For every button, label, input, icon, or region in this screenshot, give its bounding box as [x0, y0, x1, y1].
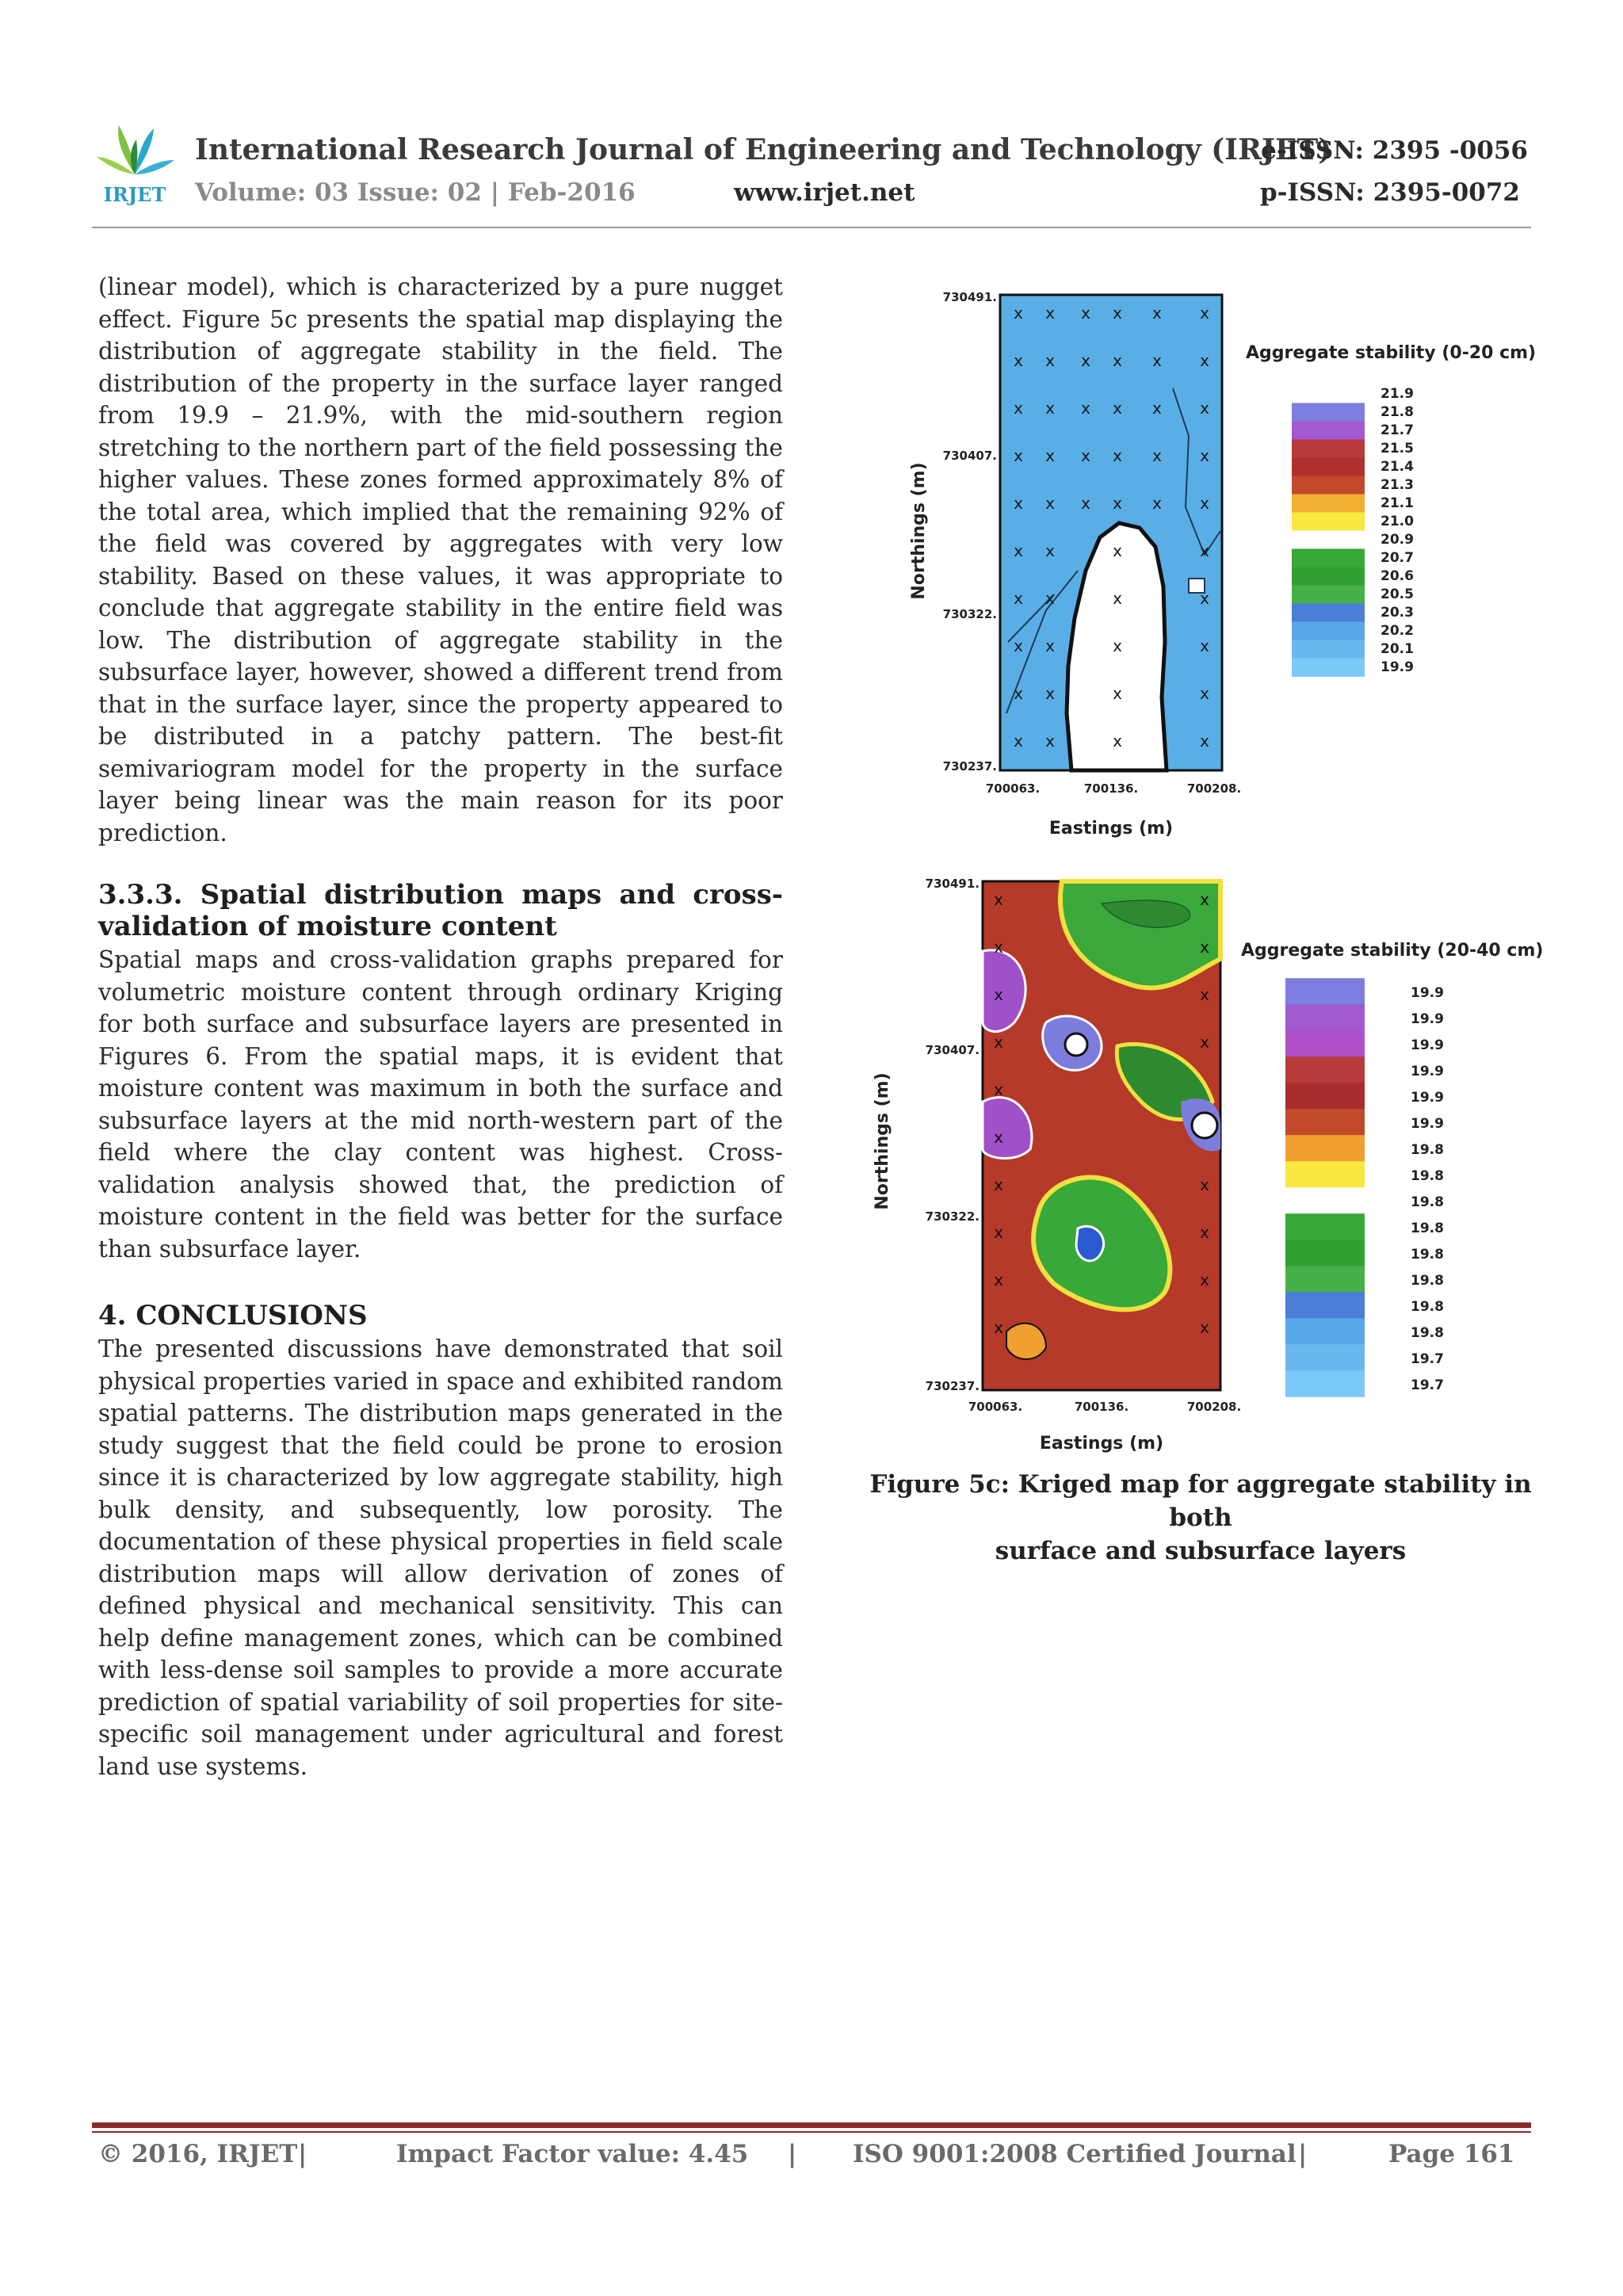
legend-swatch	[1285, 1370, 1365, 1397]
svg-text:x: x	[1081, 304, 1090, 323]
svg-text:x: x	[994, 985, 1003, 1004]
svg-text:x: x	[1045, 494, 1055, 513]
y-tick-2: 730407.	[942, 449, 997, 463]
legend-swatch	[1285, 1318, 1365, 1345]
svg-text:x: x	[1200, 1033, 1209, 1052]
svg-text:x: x	[1081, 351, 1090, 370]
svg-text:x: x	[1200, 1270, 1209, 1289]
legend-value: 21.9	[1381, 386, 1414, 402]
footer-separator: |	[298, 2140, 307, 2168]
svg-text:x: x	[1113, 684, 1122, 703]
body-column	[98, 271, 783, 1782]
svg-text:x: x	[1200, 589, 1209, 608]
legend-value: 20.9	[1381, 532, 1414, 548]
legend-value: 20.3	[1381, 605, 1414, 621]
footer-copyright: © 2016, IRJET	[98, 2140, 298, 2168]
section-heading-conclusions: 4. CONCLUSIONS	[98, 1300, 368, 1331]
svg-text:x: x	[1045, 636, 1055, 655]
legend-value: 21.1	[1381, 495, 1414, 511]
legend-swatch	[1292, 494, 1365, 513]
svg-text:x: x	[994, 1175, 1003, 1194]
legend-swatch	[1285, 1083, 1365, 1110]
footer-separator: |	[788, 2140, 797, 2168]
svg-text:x: x	[1200, 732, 1209, 751]
legend-swatch	[1292, 548, 1365, 567]
svg-text:x: x	[1014, 446, 1023, 465]
y-tick-3: 730322.	[942, 607, 997, 621]
kriged-map-surface	[888, 269, 1561, 848]
svg-text:x: x	[1152, 304, 1162, 323]
legend-value: 21.8	[1381, 404, 1414, 420]
svg-text:x: x	[1113, 732, 1122, 751]
svg-text:x: x	[994, 1223, 1003, 1242]
legend-swatch	[1292, 384, 1365, 403]
legend-swatch	[1285, 1344, 1365, 1371]
legend-swatch	[1292, 585, 1365, 604]
x-tick-1: 700063.	[985, 781, 1041, 796]
legend-value: 20.6	[1381, 568, 1414, 584]
svg-text:x: x	[1045, 589, 1055, 608]
svg-text:x: x	[1200, 399, 1209, 418]
legend-value: 19.8	[1411, 1168, 1444, 1184]
legend-value: 19.7	[1411, 1351, 1444, 1367]
legend-value: 20.1	[1381, 641, 1414, 657]
legend-value: 19.9	[1411, 1064, 1444, 1079]
p-issn: p-ISSN: 2395-0072	[1259, 178, 1520, 207]
footer-separator: |	[1298, 2140, 1308, 2168]
y-axis-label: Northings (m)	[909, 462, 929, 600]
legend-value: 19.9	[1411, 985, 1444, 1001]
legend-title: Aggregate stability (0-20 cm)	[1246, 343, 1537, 363]
caption-line-1: Figure 5c: Kriged map for aggregate stability in both	[869, 1470, 1532, 1532]
svg-text:x: x	[1200, 1175, 1209, 1194]
svg-text:x: x	[1200, 351, 1209, 370]
svg-text:x: x	[1045, 446, 1055, 465]
svg-text:x: x	[1014, 732, 1023, 751]
legend-value: 19.9	[1381, 659, 1414, 675]
legend-swatch	[1292, 530, 1365, 549]
section-heading-3-3-3-cont: validation of moisture content	[98, 911, 557, 942]
svg-text:x: x	[1113, 446, 1122, 465]
svg-text:x: x	[1152, 399, 1162, 418]
x-tick-3: 700208.	[1186, 781, 1242, 796]
legend-swatch	[1292, 640, 1365, 659]
legend-swatch	[1292, 567, 1365, 586]
paragraph-aggregate-stability: (linear model), which is characterized by a pure nugget effect. Figure 5c presents the spatial map displaying the distribution of aggregate stability in the field. The distribution of the property in the surface layer ranged from 19.9 – 21.9%, with the mid-southern region stretching to the northern part of the field possessing the higher values. These zones formed approximately 8% of the total area, which implied that the remaining 92% of the field was covered by aggregates with very low stability. Based on these values, it was appropriate to conclude that aggregate stability in the entire field was low. The distribution of aggregate stability in the subsurface layer, however, showed a different trend from that in the surface layer, since the property appeared to be distributed in a patchy pattern. The best-fit semivariogram model for the property in the surface layer being linear was the main reason for its poor prediction.	[98, 273, 783, 846]
svg-text:x: x	[1113, 636, 1122, 655]
y-tick-4: 730237.	[925, 1379, 980, 1393]
y-tick-3: 730322.	[925, 1209, 980, 1224]
legend-value: 19.9	[1411, 1116, 1444, 1132]
svg-text:x: x	[1045, 399, 1055, 418]
svg-text:x: x	[1113, 304, 1122, 323]
footer-page-number: Page 161	[1388, 2140, 1515, 2168]
legend-value: 19.7	[1411, 1377, 1444, 1393]
svg-text:x: x	[1014, 399, 1023, 418]
journal-website: www.irjet.net	[734, 178, 915, 207]
legend-value: 21.3	[1381, 477, 1414, 493]
legend-title: Aggregate stability (20-40 cm)	[1241, 941, 1544, 961]
legend-value: 21.7	[1381, 422, 1414, 438]
x-axis-label: Eastings (m)	[1039, 1434, 1164, 1454]
svg-text:x: x	[994, 1033, 1003, 1052]
legend-swatch	[1292, 476, 1365, 495]
map-surface-plot	[1000, 295, 1222, 770]
svg-text:x: x	[1113, 589, 1122, 608]
journal-title: International Research Journal of Engineering and Technology (IRJET)	[195, 133, 1332, 166]
svg-text:x: x	[1014, 304, 1023, 323]
legend	[1292, 384, 1414, 677]
figure-caption	[840, 1468, 1561, 1568]
svg-text:x: x	[1014, 684, 1023, 703]
svg-text:x: x	[1045, 541, 1055, 560]
svg-text:x: x	[1200, 636, 1209, 655]
x-axis-label: Eastings (m)	[1048, 819, 1174, 839]
legend-swatch	[1292, 512, 1365, 531]
svg-text:x: x	[1113, 399, 1122, 418]
legend-swatch	[1285, 1004, 1365, 1031]
paragraph-moisture-content: Spatial maps and cross-validation graphs prepared for volumetric moisture content through ordinary Kriging for both surface and subsurface layers are presented in Figures 6. From the spatial maps, it is evident that moisture content was maximum in both the surface and subsurface layers at the mid north-western part of the field where the clay content was highest. Cross-validation analysis showed that, the prediction of moisture content in the field was better for the surface than subsurface layer.	[98, 946, 783, 1263]
legend-swatch	[1285, 1266, 1365, 1293]
legend-swatch	[1285, 1109, 1365, 1136]
legend-swatch	[1285, 1213, 1365, 1240]
svg-text:x: x	[1081, 399, 1090, 418]
legend-swatch	[1292, 457, 1365, 476]
legend-swatch	[1292, 421, 1365, 440]
legend-value: 20.5	[1381, 586, 1414, 602]
legend-value: 20.7	[1381, 550, 1414, 566]
svg-text:x: x	[994, 1318, 1003, 1337]
legend-swatch	[1285, 978, 1365, 1005]
e-issn: e-ISSN: 2395 -0056	[1261, 136, 1528, 165]
legend-value: 19.9	[1411, 1037, 1444, 1053]
x-tick-2: 700136.	[1074, 1400, 1129, 1414]
svg-text:x: x	[1014, 351, 1023, 370]
legend-value: 19.9	[1411, 1090, 1444, 1106]
svg-text:x: x	[1152, 446, 1162, 465]
legend-value: 21.5	[1381, 441, 1414, 457]
legend-swatch	[1285, 1135, 1365, 1162]
legend-swatch	[1285, 1187, 1365, 1214]
legend	[1285, 978, 1444, 1397]
legend-value: 19.8	[1411, 1299, 1444, 1315]
svg-text:x: x	[1152, 494, 1162, 513]
y-tick-1: 730491.	[925, 877, 980, 891]
svg-text:x: x	[994, 1128, 1003, 1147]
y-axis-label: Northings (m)	[873, 1072, 892, 1210]
logo-leaves-icon	[97, 125, 174, 174]
svg-text:x: x	[1045, 304, 1055, 323]
legend-value: 19.9	[1411, 1011, 1444, 1027]
section-heading-3-3-3: 3.3.3. Spatial distribution maps and cross-	[98, 879, 783, 911]
svg-text:x: x	[1113, 351, 1122, 370]
svg-text:x: x	[994, 890, 1003, 909]
svg-text:x: x	[1014, 636, 1023, 655]
svg-text:x: x	[1200, 541, 1209, 560]
svg-text:x: x	[1014, 589, 1023, 608]
legend-swatch	[1292, 658, 1365, 677]
y-tick-1: 730491.	[942, 290, 997, 304]
caption-line-2: surface and subsurface layers	[995, 1537, 1407, 1565]
legend-swatch	[1292, 439, 1365, 458]
legend-swatch	[1285, 1030, 1365, 1057]
header-divider	[92, 227, 1531, 228]
svg-text:x: x	[1200, 1223, 1209, 1242]
kriged-map-subsurface	[864, 864, 1561, 1466]
legend-swatch	[1285, 1161, 1365, 1188]
svg-text:x: x	[1200, 890, 1209, 909]
svg-text:x: x	[994, 1270, 1003, 1289]
svg-text:x: x	[1113, 494, 1122, 513]
legend-value: 20.2	[1381, 623, 1414, 639]
y-tick-4: 730237.	[942, 759, 997, 774]
svg-text:x: x	[1200, 938, 1209, 957]
legend-value: 19.8	[1411, 1221, 1444, 1236]
svg-text:x: x	[1081, 494, 1090, 513]
legend-value: 21.0	[1381, 514, 1414, 529]
legend-value: 19.8	[1411, 1247, 1444, 1263]
x-tick-3: 700208.	[1186, 1400, 1242, 1414]
svg-text:x: x	[1014, 541, 1023, 560]
svg-text:x: x	[1014, 494, 1023, 513]
logo-text: IRJET	[103, 183, 166, 206]
y-tick-2: 730407.	[925, 1043, 980, 1057]
svg-text:x: x	[1200, 1318, 1209, 1337]
x-tick-2: 700136.	[1083, 781, 1139, 796]
footer-divider-thin	[92, 2131, 1531, 2133]
svg-text:x: x	[1200, 304, 1209, 323]
legend-value: 21.4	[1381, 459, 1414, 475]
footer-impact-factor: Impact Factor value: 4.45	[396, 2140, 749, 2168]
legend-swatch	[1292, 621, 1365, 640]
legend-swatch	[1285, 1056, 1365, 1083]
footer-iso: ISO 9001:2008 Certified Journal	[853, 2140, 1296, 2168]
svg-text:x: x	[1045, 732, 1055, 751]
map-subsurface-plot	[983, 881, 1220, 1390]
svg-text:x: x	[994, 1080, 1003, 1099]
svg-text:x: x	[1045, 351, 1055, 370]
svg-text:x: x	[1200, 684, 1209, 703]
volume-issue: Volume: 03 Issue: 02 | Feb-2016	[195, 178, 636, 207]
legend-value: 19.8	[1411, 1142, 1444, 1158]
svg-text:x: x	[1200, 494, 1209, 513]
svg-text:x: x	[994, 938, 1003, 957]
svg-text:x: x	[1113, 541, 1122, 560]
legend-swatch	[1292, 603, 1365, 622]
legend-swatch	[1292, 403, 1365, 422]
svg-text:x: x	[1200, 446, 1209, 465]
svg-text:x: x	[1200, 985, 1209, 1004]
legend-value: 19.8	[1411, 1325, 1444, 1341]
svg-text:x: x	[1081, 446, 1090, 465]
paragraph-conclusions: The presented discussions have demonstrated that soil physical properties varied in space and exhibited random spatial patterns. The distribution maps generated in the study suggest that the field could be prone to erosion since it is characterized by low aggregate stability, high bulk density, and subsequently, low porosity. The documentation of these physical properties in field scale distribution maps will allow derivation of zones of defined physical and mechanical sensitivity. This can help define management zones, which can be combined with less-dense soil samples to provide a more accurate prediction of spatial variability of soil properties for site-specific soil management under agricultural and forest land use systems.	[98, 1335, 783, 1780]
footer-divider	[92, 2122, 1531, 2128]
legend-swatch	[1285, 1292, 1365, 1319]
x-tick-1: 700063.	[968, 1400, 1023, 1414]
legend-value: 19.8	[1411, 1194, 1444, 1210]
legend-value: 19.8	[1411, 1273, 1444, 1289]
svg-text:x: x	[1152, 351, 1162, 370]
irjet-logo	[92, 117, 178, 212]
legend-swatch	[1285, 1240, 1365, 1266]
svg-text:x: x	[1045, 684, 1055, 703]
